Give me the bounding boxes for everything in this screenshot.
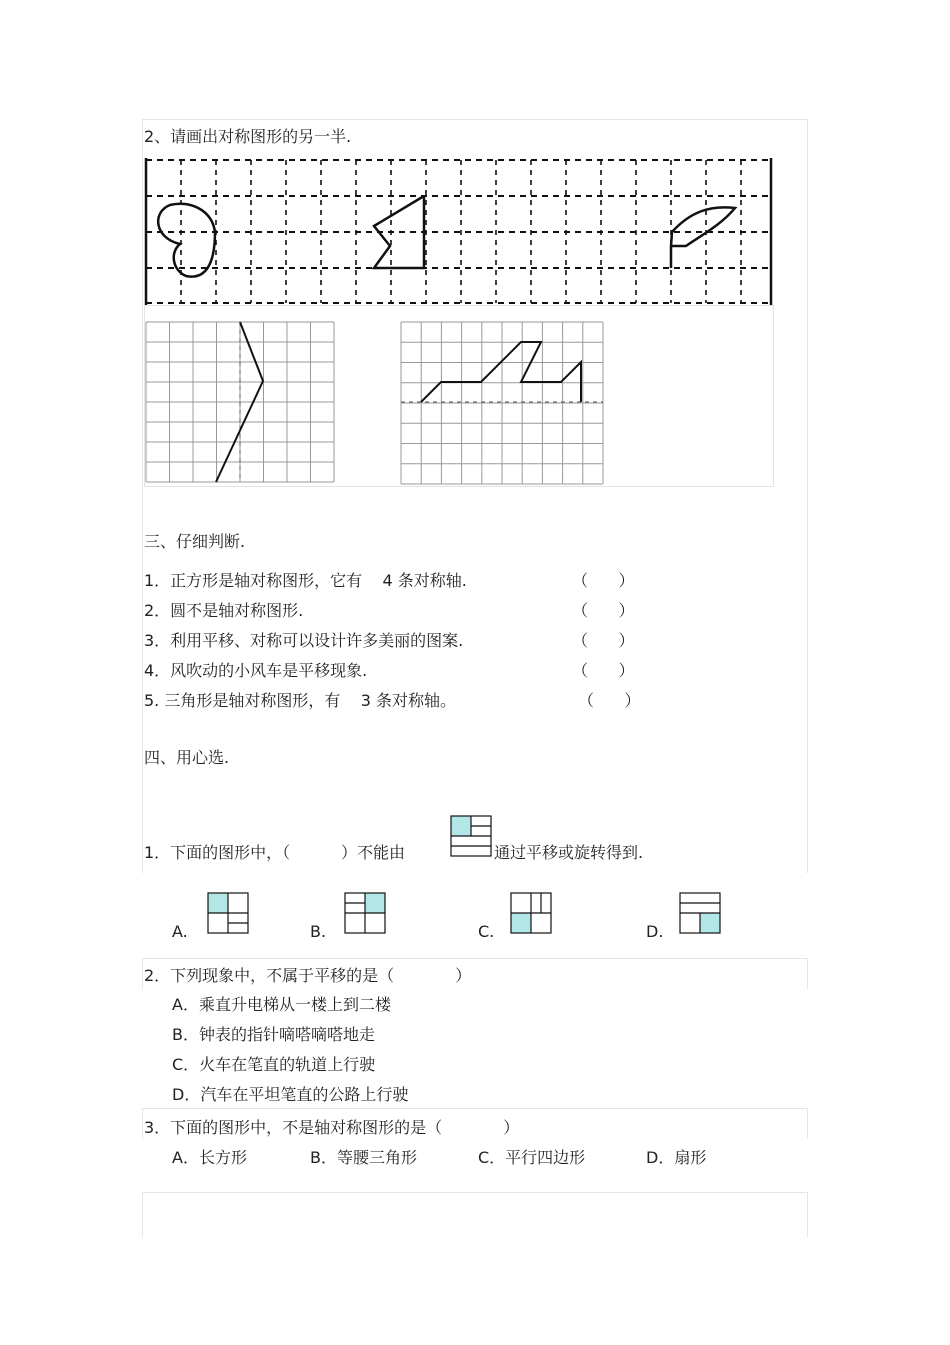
judge-paren-4[interactable]: （ ） [572,661,635,680]
q2-stem: 2．下列现象中，不属于平移的是（ ） [144,966,472,985]
judge-item-2: 2．圆不是轴对称图形. [144,601,304,620]
q1-option-b-label[interactable]: B. [310,922,327,941]
judge-item-1: 1．正方形是轴对称图形，它有 4 条对称轴. [144,571,467,590]
q1-reference-figure [450,815,492,857]
q2-option-c[interactable]: C．火车在笔直的轨道上行驶 [172,1055,376,1074]
q2-option-a[interactable]: A．乘直升电梯从一楼上到二楼 [172,995,391,1014]
q3-option-c[interactable]: C．平行四边形 [478,1148,586,1167]
judge-paren-5[interactable]: （ ） [578,691,641,710]
judge-paren-1[interactable]: （ ） [572,571,635,590]
judge-paren-3[interactable]: （ ） [572,631,635,650]
grid-left [146,322,334,482]
judge-item-5: 5. 三角形是轴对称图形，有 3 条对称轴。 [144,691,456,710]
q1-option-c-label[interactable]: C. [478,922,495,941]
q1-option-b-figure[interactable] [344,892,386,934]
section4-title: 四、用心选. [144,748,230,767]
judge-paren-2[interactable]: （ ） [572,601,635,620]
section3-title: 三、仔细判断. [144,532,246,551]
q1-suffix: 通过平移或旋转得到. [494,843,644,862]
q2-option-d[interactable]: D．汽车在平坦笔直的公路上行驶 [172,1085,409,1104]
q1-option-a-label[interactable]: A. [172,922,188,941]
q3-stem: 3．下面的图形中，不是轴对称图形的是（ ） [144,1118,520,1137]
q1-option-d-label[interactable]: D. [646,922,664,941]
q3-option-a[interactable]: A．长方形 [172,1148,247,1167]
section2-title: 2、请画出对称图形的另一半. [144,127,352,146]
q2-option-b[interactable]: B．钟表的指针嘀嗒嘀嗒地走 [172,1025,375,1044]
q1-prefix: 1．下面的图形中，（ ）不能由 [144,843,406,862]
judge-item-4: 4．风吹动的小风车是平移现象. [144,661,368,680]
q3-option-b[interactable]: B．等腰三角形 [310,1148,417,1167]
grid-right [401,322,603,484]
judge-item-3: 3．利用平移、对称可以设计许多美丽的图案. [144,631,464,650]
q3-option-d[interactable]: D．扇形 [646,1148,707,1167]
q1-option-a-figure[interactable] [207,892,249,934]
q1-option-d-figure[interactable] [679,892,721,934]
q1-option-c-figure[interactable] [510,892,552,934]
